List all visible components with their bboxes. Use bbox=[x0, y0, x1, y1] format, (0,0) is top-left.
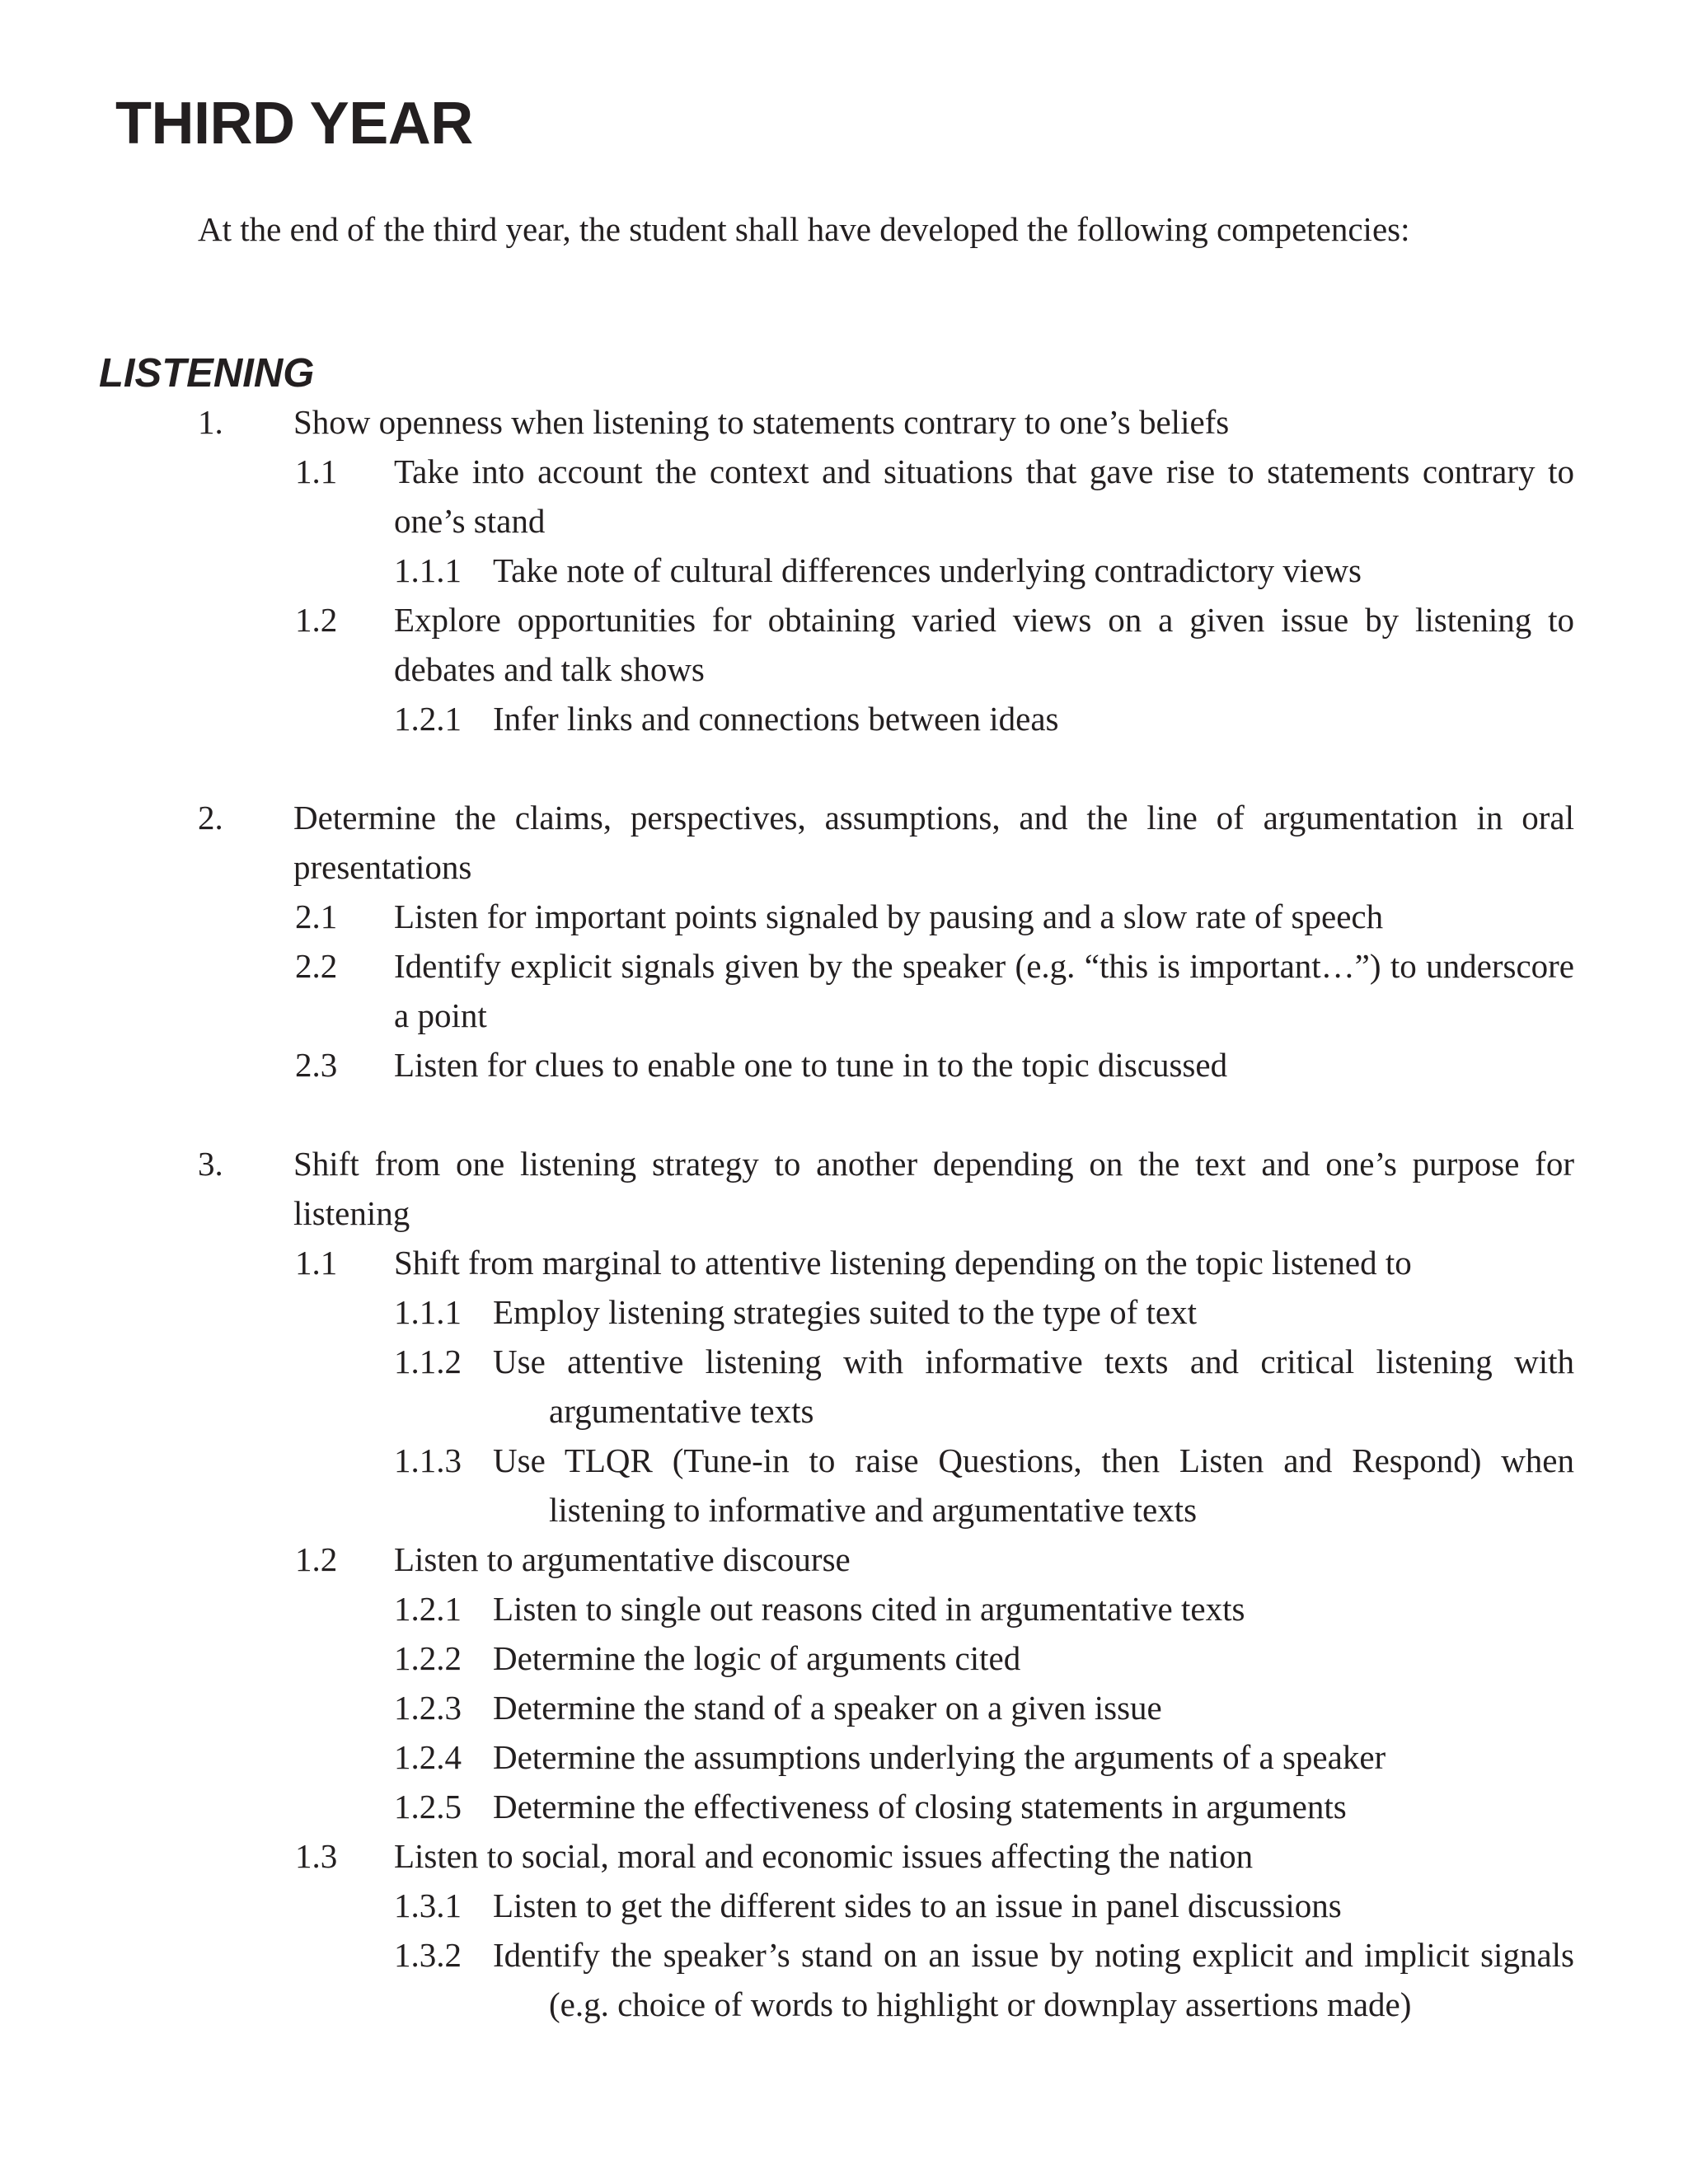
competency-item bbox=[0, 1238, 1688, 1287]
competency-item bbox=[0, 1337, 1688, 1436]
page-title: THIRD YEAR bbox=[115, 91, 473, 157]
competency-item bbox=[0, 1040, 1688, 1090]
competency-item bbox=[0, 546, 1688, 595]
competency-item bbox=[0, 1782, 1688, 1831]
item-number: 1. bbox=[198, 403, 223, 441]
item-text: Explore opportunities for obtaining varied views on a given issue by listening to debates and talk shows bbox=[394, 601, 1574, 688]
item-number: 1.1 bbox=[295, 452, 338, 490]
item-number: 1.2.1 bbox=[394, 1590, 462, 1628]
competency-item bbox=[0, 1139, 1688, 1238]
competency-item bbox=[0, 793, 1688, 892]
competency-item bbox=[0, 595, 1688, 694]
competency-item bbox=[0, 694, 1688, 743]
item-number: 2.2 bbox=[295, 947, 338, 985]
item-number: 1.2.4 bbox=[394, 1738, 462, 1776]
item-number: 1.1.1 bbox=[394, 1293, 462, 1331]
competency-item bbox=[0, 892, 1688, 941]
item-number: 3. bbox=[198, 1145, 223, 1183]
item-text: Employ listening strategies suited to the type of text bbox=[493, 1293, 1198, 1331]
item-text: Use TLQR (Tune-in to raise Questions, then Listen and Respond) when listening to informative and argumentative texts bbox=[493, 1441, 1574, 1529]
item-text: Determine the stand of a speaker on a given issue bbox=[493, 1689, 1162, 1727]
competency-list bbox=[0, 397, 1688, 2029]
section-gap bbox=[0, 743, 1688, 793]
section-heading-listening: LISTENING bbox=[99, 351, 315, 396]
competency-item bbox=[0, 1831, 1688, 1881]
item-number: 1.2.3 bbox=[394, 1689, 462, 1727]
item-text: Take note of cultural differences underlying contradictory views bbox=[493, 551, 1362, 589]
competency-item bbox=[0, 1683, 1688, 1732]
item-number: 1.2.5 bbox=[394, 1788, 462, 1825]
item-number: 1.1.1 bbox=[394, 551, 462, 589]
item-number: 1.1.3 bbox=[394, 1441, 462, 1479]
item-text: Identify the speaker’s stand on an issue by noting explicit and implicit signals (e.g. choice of words to highlight or downplay assertions made) bbox=[493, 1936, 1574, 2023]
item-text: Use attentive listening with informative texts and critical listening with argumentative texts bbox=[493, 1343, 1574, 1430]
competency-item bbox=[0, 1535, 1688, 1584]
competency-item bbox=[0, 1287, 1688, 1337]
item-text: Determine the assumptions underlying the arguments of a speaker bbox=[493, 1738, 1386, 1776]
item-text: Determine the logic of arguments cited bbox=[493, 1639, 1021, 1677]
item-text: Listen for important points signaled by pausing and a slow rate of speech bbox=[394, 898, 1384, 935]
competency-item bbox=[0, 1584, 1688, 1633]
item-number: 1.3 bbox=[295, 1837, 338, 1875]
item-text: Listen to single out reasons cited in argumentative texts bbox=[493, 1590, 1245, 1628]
item-number: 1.2 bbox=[295, 601, 338, 639]
item-text: Listen to get the different sides to an issue in panel discussions bbox=[493, 1886, 1342, 1924]
item-text: Shift from one listening strategy to another depending on the text and one’s purpose for listening bbox=[293, 1145, 1574, 1232]
section-gap bbox=[0, 1090, 1688, 1139]
competency-item bbox=[0, 397, 1688, 447]
item-text: Determine the effectiveness of closing statements in arguments bbox=[493, 1788, 1347, 1825]
competency-item bbox=[0, 1881, 1688, 1930]
competency-item bbox=[0, 1732, 1688, 1782]
competency-item bbox=[0, 1930, 1688, 2029]
item-text: Identify explicit signals given by the speaker (e.g. “this is important…”) to underscore a point bbox=[394, 947, 1574, 1034]
competency-item bbox=[0, 1633, 1688, 1683]
item-text: Listen to social, moral and economic issues affecting the nation bbox=[394, 1837, 1254, 1875]
competency-item bbox=[0, 1436, 1688, 1535]
competency-item bbox=[0, 941, 1688, 1040]
item-number: 1.2.2 bbox=[394, 1639, 462, 1677]
item-number: 1.1.2 bbox=[394, 1343, 462, 1380]
item-number: 1.2.1 bbox=[394, 700, 462, 738]
item-text: Show openness when listening to statements contrary to one’s beliefs bbox=[293, 403, 1230, 441]
item-text: Listen for clues to enable one to tune in to the topic discussed bbox=[394, 1046, 1228, 1084]
item-text: Shift from marginal to attentive listening depending on the topic listened to bbox=[394, 1244, 1412, 1282]
item-number: 1.2 bbox=[295, 1540, 338, 1578]
item-text: Listen to argumentative discourse bbox=[394, 1540, 851, 1578]
competency-item bbox=[0, 447, 1688, 546]
item-text: Take into account the context and situations that gave rise to statements contrary to one’s stand bbox=[394, 452, 1574, 540]
item-number: 2.1 bbox=[295, 898, 338, 935]
item-text: Infer links and connections between ideas bbox=[493, 700, 1059, 738]
item-number: 1.3.2 bbox=[394, 1936, 462, 1974]
item-number: 1.3.1 bbox=[394, 1886, 462, 1924]
item-number: 1.1 bbox=[295, 1244, 338, 1282]
intro-paragraph: At the end of the third year, the student shall have developed the following competencies: bbox=[198, 210, 1410, 248]
item-text: Determine the claims, perspectives, assumptions, and the line of argumentation in oral presentations bbox=[293, 799, 1574, 886]
item-number: 2. bbox=[198, 799, 223, 837]
item-number: 2.3 bbox=[295, 1046, 338, 1084]
